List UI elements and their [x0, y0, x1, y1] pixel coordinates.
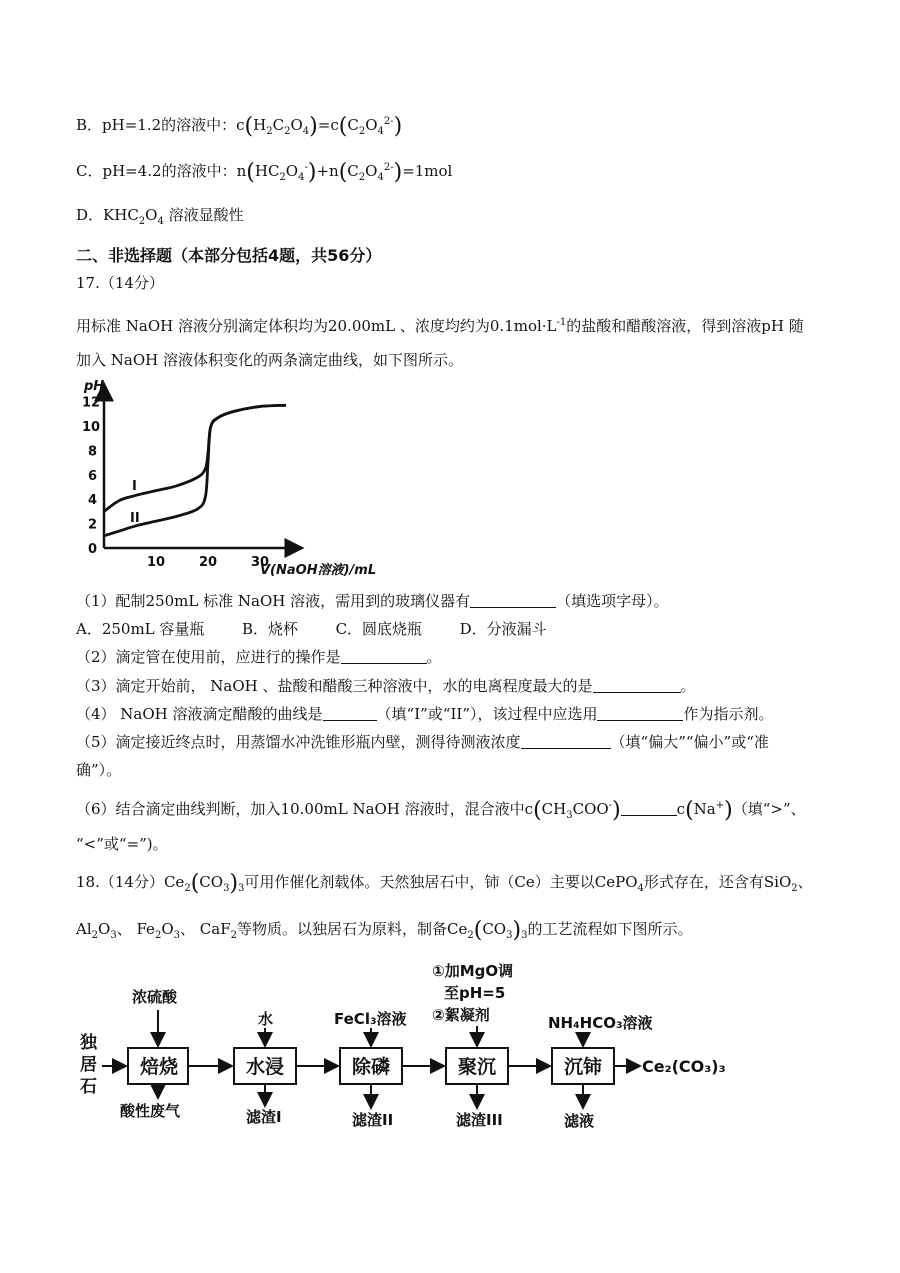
x-tick-label: 30 [251, 555, 270, 570]
question-17-number: 17.（14分） [76, 274, 164, 292]
output-acid-gas: 酸性废气 [120, 1102, 181, 1120]
x-tick-label: 10 [147, 555, 166, 570]
sub-question-5: （5）滴定接近终点时，用蒸馏水冲洗锥形瓶内壁，测得待测液浓度 （填“偏大”“偏小”或“准 [76, 733, 769, 751]
series-label-i: I [132, 479, 137, 494]
option-b-beaker: B．烧杯 [241, 620, 299, 638]
coagulate-step-1: ①加MgO调 [432, 962, 514, 980]
input-nh4hco3: NH₄HCO₃溶液 [548, 1014, 653, 1032]
y-tick-label: 8 [88, 444, 98, 460]
process-flow-diagram [70, 958, 770, 1138]
sub-question-1: （1）配制250mL 标准 NaOH 溶液，需用到的玻璃仪器有 （填选项字母）。 [76, 592, 669, 610]
box-coagulate-label: 聚沉 [458, 1056, 497, 1078]
box-precipitate-ce-label: 沉铈 [564, 1056, 603, 1078]
feed-char-2: 居 [80, 1055, 97, 1075]
box-leach-label: 水浸 [246, 1056, 285, 1078]
y-tick-label: 12 [82, 395, 101, 411]
option-c-flask: C．圆底烧瓶 [335, 620, 423, 638]
box-roast-label: 焙烧 [140, 1056, 179, 1078]
sub-question-5-line2: 确”）。 [76, 761, 122, 779]
titration-chart [70, 372, 410, 584]
output-filtrate: 滤液 [564, 1112, 595, 1130]
option-d-funnel: D．分液漏斗 [459, 620, 547, 638]
option-d: D．$KHC_2O_4$ 溶液显酸性 [76, 206, 244, 227]
y-tick-label: 10 [82, 420, 101, 435]
option-b: B．pH=1.2的溶液中：$c(H_2C_2O_4)=c(C_2O_4^{2-})$ [76, 114, 403, 139]
box-dephosphorize-label: 除磷 [352, 1056, 391, 1078]
output-residue-2: 滤渣II [352, 1111, 394, 1129]
y-tick-label: 2 [88, 517, 98, 533]
feed-char-1: 独 [80, 1033, 97, 1053]
output-residue-3: 滤渣III [456, 1111, 503, 1129]
sub-question-2: （2）滴定管在使用前，应进行的操作是 。 [76, 648, 442, 666]
feed-char-3: 石 [80, 1077, 97, 1097]
question-18-line2: $Al_2O_3$、 $Fe_2O_3$、 CaF$_2$等物质。以独居石为原料，制备$Ce_2(CO_3)_3$的工艺流程如下图所示。 [76, 918, 693, 943]
input-water: 水 [258, 1010, 274, 1028]
question-17-intro-line1: 用标准 NaOH 溶液分别滴定体积均为20.00mL 、浓度均约为$0.1mol\cdot L^{-1}$的盐酸和醋酸溶液，得到溶液pH 随 [76, 317, 804, 335]
chart-y-label: pH [84, 379, 105, 394]
chart-x-label: V(NaOH溶液)/mL [260, 563, 377, 578]
input-conc-sulfuric: 浓硫酸 [132, 988, 178, 1006]
section-heading: 二、非选择题（本部分包括4题，共56分） [76, 246, 382, 265]
input-fecl3: FeCl₃溶液 [334, 1010, 407, 1028]
y-tick-label: 0 [88, 542, 98, 557]
option-c: C．pH=4.2的溶液中：$n(HC_2O_4^-)+n(C_2O_4^{2-})=1mol$ [76, 160, 453, 185]
coagulate-step-2: 至pH=5 [444, 984, 506, 1002]
question-18-line1: 18.（14分）$Ce_2(CO_3)_3$可用作催化剂载体。天然独居石中，铈（Ce）主要以CePO$_4$形式存在，还含有SiO$_2$、 [76, 871, 813, 896]
output-residue-1: 滤渣I [246, 1108, 282, 1126]
y-tick-label: 6 [88, 468, 98, 484]
x-tick-label: 20 [199, 555, 218, 570]
series-curve-i [104, 405, 286, 511]
sub-question-6-line2: “<”或“=”)。 [76, 835, 168, 853]
coagulate-step-3: ②絮凝剂 [432, 1006, 490, 1024]
product-label: Ce₂(CO₃)₃ [642, 1057, 726, 1076]
sub-question-4: （4） NaOH 溶液滴定醋酸的曲线是 （填“I”或“II”），该过程中应选用 作为指示剂。 [76, 705, 774, 723]
sub-question-3: （3）滴定开始前， NaOH 、盐酸和醋酸三种溶液中，水的电离程度最大的是 。 [76, 677, 696, 695]
series-label-ii: II [130, 511, 140, 526]
option-a: A．250mL 容量瓶 [76, 620, 205, 638]
options-row [76, 619, 547, 639]
y-tick-label: 4 [88, 493, 98, 509]
sub-question-6: （6）结合滴定曲线判断，加入10.00mL NaOH 溶液时，混合液中$c(CH_3COO^-)$ c(Na+)（填“>”、 [76, 798, 806, 823]
question-17-intro-line2: 加入 NaOH 溶液体积变化的两条滴定曲线，如下图所示。 [76, 351, 463, 369]
